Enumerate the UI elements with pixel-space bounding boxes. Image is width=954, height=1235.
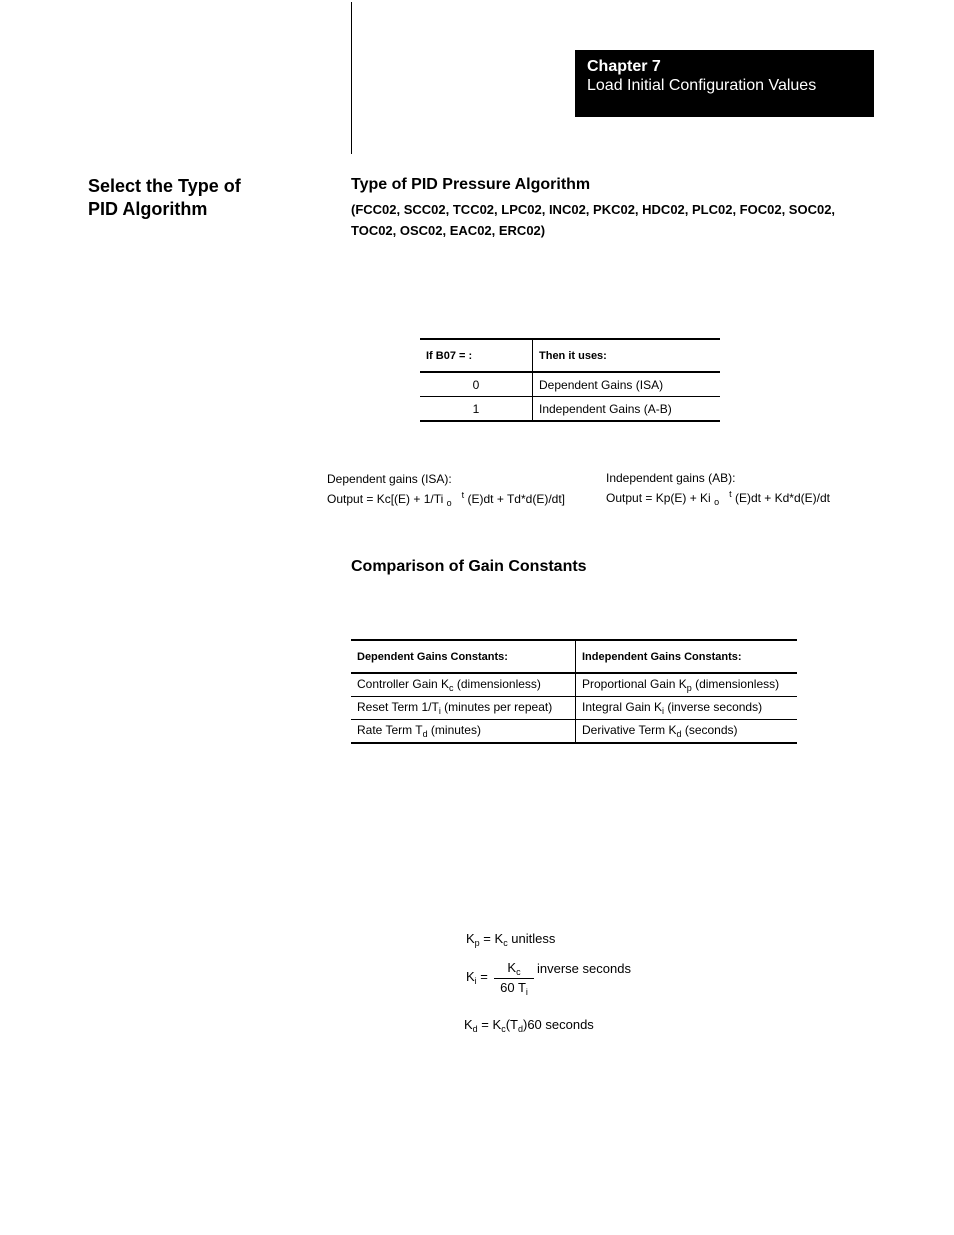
cell-subscript: d — [422, 729, 428, 739]
ki-denominator — [494, 980, 534, 997]
dependent-equation-label: Dependent gains (ISA): — [327, 472, 452, 486]
side-heading-line1: Select the Type of — [88, 176, 241, 196]
vertical-rule — [351, 2, 352, 154]
formula-subscript: i — [474, 976, 477, 986]
ki-formula-lhs — [466, 969, 488, 986]
cell-text: Controller Gain K — [357, 677, 450, 691]
side-heading-line2: PID Algorithm — [88, 199, 208, 219]
b07-header-uses: Then it uses: — [533, 339, 721, 372]
section-subtitle — [351, 199, 871, 241]
formula-text: K — [466, 931, 475, 946]
formula-text: = K — [479, 931, 504, 946]
section-subtitle-line1: (FCC02, SCC02, TCC02, LPC02, INC02, PKC02, HDC02, PLC02, FOC02, SOC02, — [351, 202, 836, 217]
b07-cell-value: 0 — [420, 372, 533, 397]
fraction-bar — [494, 978, 534, 979]
cell-text: (dimensionless) — [453, 677, 541, 691]
formula-text: = K — [477, 1017, 502, 1032]
table-row — [420, 372, 720, 397]
cell-subscript: i — [662, 706, 665, 716]
formula-subscript: i — [525, 987, 528, 997]
integral-lower-limit: o — [446, 498, 452, 508]
dependent-cell — [351, 673, 576, 697]
integral-lower-limit: o — [714, 497, 720, 507]
cell-text: Integral Gain K — [582, 700, 663, 714]
independent-equation-label: Independent gains (AB): — [606, 471, 736, 485]
formula-text: )60 seconds — [522, 1017, 594, 1032]
b07-header-value: If B07 = : — [420, 339, 533, 372]
kp-formula — [466, 931, 555, 948]
cell-text: (minutes) — [427, 723, 481, 737]
eq-suffix: (E)dt + Kd*d(E)/dt — [734, 491, 830, 505]
cell-text: Proportional Gain K — [582, 677, 687, 691]
chapter-header — [575, 50, 874, 117]
independent-equation-formula — [606, 486, 830, 510]
dependent-cell — [351, 697, 576, 720]
eq-prefix: Output = Kp(E) + Ki — [606, 491, 711, 505]
cell-text: (inverse seconds) — [664, 700, 763, 714]
cell-text: Rate Term T — [357, 723, 423, 737]
chapter-label: Chapter 7 — [587, 58, 661, 75]
cell-subscript: c — [449, 683, 454, 693]
cell-text: (dimensionless) — [691, 677, 780, 691]
ki-units: inverse seconds — [537, 961, 631, 976]
independent-cell — [576, 720, 798, 744]
table-row — [420, 397, 720, 422]
formula-text: 60 T — [500, 980, 526, 995]
formula-subscript: d — [517, 1024, 523, 1034]
independent-cell — [576, 697, 798, 720]
formula-subscript: p — [474, 938, 480, 948]
table-row — [351, 720, 797, 744]
formula-text: K — [507, 960, 517, 975]
table-row — [351, 673, 797, 697]
formula-text: K — [466, 969, 475, 984]
gain-constants-table — [351, 639, 797, 744]
formula-text: unitless — [507, 931, 556, 946]
dependent-header: Dependent Gains Constants: — [351, 640, 576, 673]
b07-cell-uses: Independent Gains (A-B) — [533, 397, 721, 422]
b07-cell-uses: Dependent Gains (ISA) — [533, 372, 721, 397]
formula-text: (T — [505, 1017, 518, 1032]
formula-text: = — [476, 969, 488, 984]
cell-text: (minutes per repeat) — [440, 700, 553, 714]
independent-header: Independent Gains Constants: — [576, 640, 798, 673]
dependent-cell — [351, 720, 576, 744]
integral-upper-limit: t — [461, 490, 465, 500]
formula-subscript: c — [501, 1024, 506, 1034]
ki-numerator — [494, 960, 534, 977]
cell-subscript: d — [676, 729, 682, 739]
cell-text: Reset Term 1/T — [357, 700, 439, 714]
table-row — [351, 697, 797, 720]
cell-subscript: i — [438, 706, 441, 716]
kd-formula — [464, 1017, 594, 1034]
formula-text: K — [464, 1017, 473, 1032]
formula-subscript: c — [503, 938, 508, 948]
formula-subscript: d — [472, 1024, 478, 1034]
dependent-equation-formula — [327, 487, 565, 511]
eq-prefix: Output = Kc[(E) + 1/Ti — [327, 492, 444, 506]
cell-subscript: p — [686, 683, 692, 693]
section-subtitle-line2: TOC02, OSC02, EAC02, ERC02) — [351, 223, 546, 238]
section-title: Type of PID Pressure Algorithm — [351, 176, 591, 193]
independent-equation — [606, 470, 830, 510]
formula-subscript: c — [516, 967, 521, 977]
dependent-equation — [327, 471, 565, 511]
b07-table — [420, 338, 720, 422]
chapter-title: Load Initial Configuration Values — [587, 77, 817, 94]
integral-upper-limit: t — [729, 489, 732, 499]
cell-text: Derivative Term K — [582, 723, 677, 737]
comparison-title: Comparison of Gain Constants — [351, 558, 587, 575]
independent-cell — [576, 673, 798, 697]
side-heading — [88, 175, 288, 221]
eq-suffix: (E)dt + Td*d(E)/dt] — [467, 492, 565, 506]
b07-cell-value: 1 — [420, 397, 533, 422]
cell-text: (seconds) — [681, 723, 738, 737]
